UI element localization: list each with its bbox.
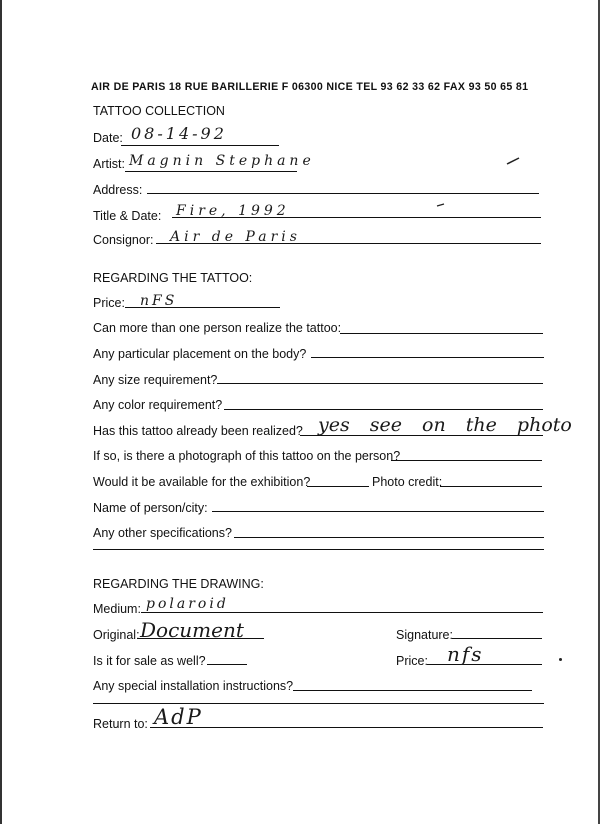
signature-label: Signature: <box>396 628 453 642</box>
q-photograph-line <box>391 460 542 461</box>
ink-dot <box>559 658 562 661</box>
original-value: Document <box>140 618 244 642</box>
q-more-than-one: Can more than one person realize the tattoo: <box>93 321 342 335</box>
drawing-price-label: Price: <box>396 654 428 668</box>
photo-credit-label: Photo credit: <box>372 475 443 489</box>
scan-edge-left <box>0 0 2 824</box>
q-placement: Any particular placement on the body? <box>93 347 307 361</box>
installation-line-2 <box>93 703 544 704</box>
other-specs-line-2 <box>93 549 544 550</box>
q-available-line <box>307 486 369 487</box>
return-to-label: Return to: <box>93 717 148 731</box>
q-more-than-one-line <box>340 333 543 334</box>
form-title: TATTOO COLLECTION <box>93 104 225 118</box>
photo-credit-line <box>440 486 542 487</box>
other-specs-label: Any other specifications? <box>93 526 232 540</box>
drawing-price-value: nfs <box>447 642 484 666</box>
tattoo-section-heading: REGARDING THE TATTOO: <box>93 271 253 285</box>
q-color: Any color requirement? <box>93 398 223 412</box>
q-color-line <box>224 409 543 410</box>
consignor-value: Air de Paris <box>170 229 301 245</box>
date-value: 08-14-92 <box>131 124 227 143</box>
artist-value: Magnin Stephane <box>129 153 315 169</box>
for-sale-line <box>207 664 247 665</box>
title-date-value: Fire, 1992 <box>176 203 290 219</box>
original-label: Original: <box>93 628 140 642</box>
date-line <box>121 145 279 146</box>
pen-mark-2 <box>436 202 446 208</box>
medium-value: polaroid <box>146 596 229 612</box>
return-to-line <box>150 727 543 728</box>
q-size-line <box>217 383 543 384</box>
medium-line <box>141 612 543 613</box>
signature-line <box>452 638 542 639</box>
q-size: Any size requirement? <box>93 373 218 387</box>
installation-label: Any special installation instructions? <box>93 679 294 693</box>
tattoo-price-value: nFS <box>140 293 178 309</box>
artist-line <box>125 171 297 172</box>
drawing-price-line <box>427 664 542 665</box>
name-city-line <box>212 511 544 512</box>
address-label: Address: <box>93 183 143 197</box>
installation-line <box>293 690 532 691</box>
return-to-value: AdP <box>154 705 203 729</box>
drawing-section-heading: REGARDING THE DRAWING: <box>93 577 264 591</box>
name-city-label: Name of person/city: <box>93 501 208 515</box>
date-label: Date: <box>93 131 123 145</box>
q-placement-line <box>311 357 544 358</box>
other-specs-line <box>234 537 544 538</box>
q-realized: Has this tattoo already been realized? <box>93 424 303 438</box>
artist-label: Artist: <box>93 157 125 171</box>
q-photograph: If so, is there a photograph of this tattoo on the person? <box>93 449 401 463</box>
q-available: Would it be available for the exhibition? <box>93 475 311 489</box>
title-date-label: Title & Date: <box>93 209 162 223</box>
tattoo-price-label: Price: <box>93 296 125 310</box>
consignor-label: Consignor: <box>93 233 154 247</box>
address-line <box>147 193 539 194</box>
letterhead: AIR DE PARIS 18 RUE BARILLERIE F 06300 NICE TEL 93 62 33 62 FAX 93 50 65 81 <box>91 81 529 93</box>
realized-answer: yes see on the photo <box>318 414 572 436</box>
for-sale-label: Is it for sale as well? <box>93 654 206 668</box>
pen-mark <box>505 156 521 166</box>
medium-label: Medium: <box>93 602 141 616</box>
